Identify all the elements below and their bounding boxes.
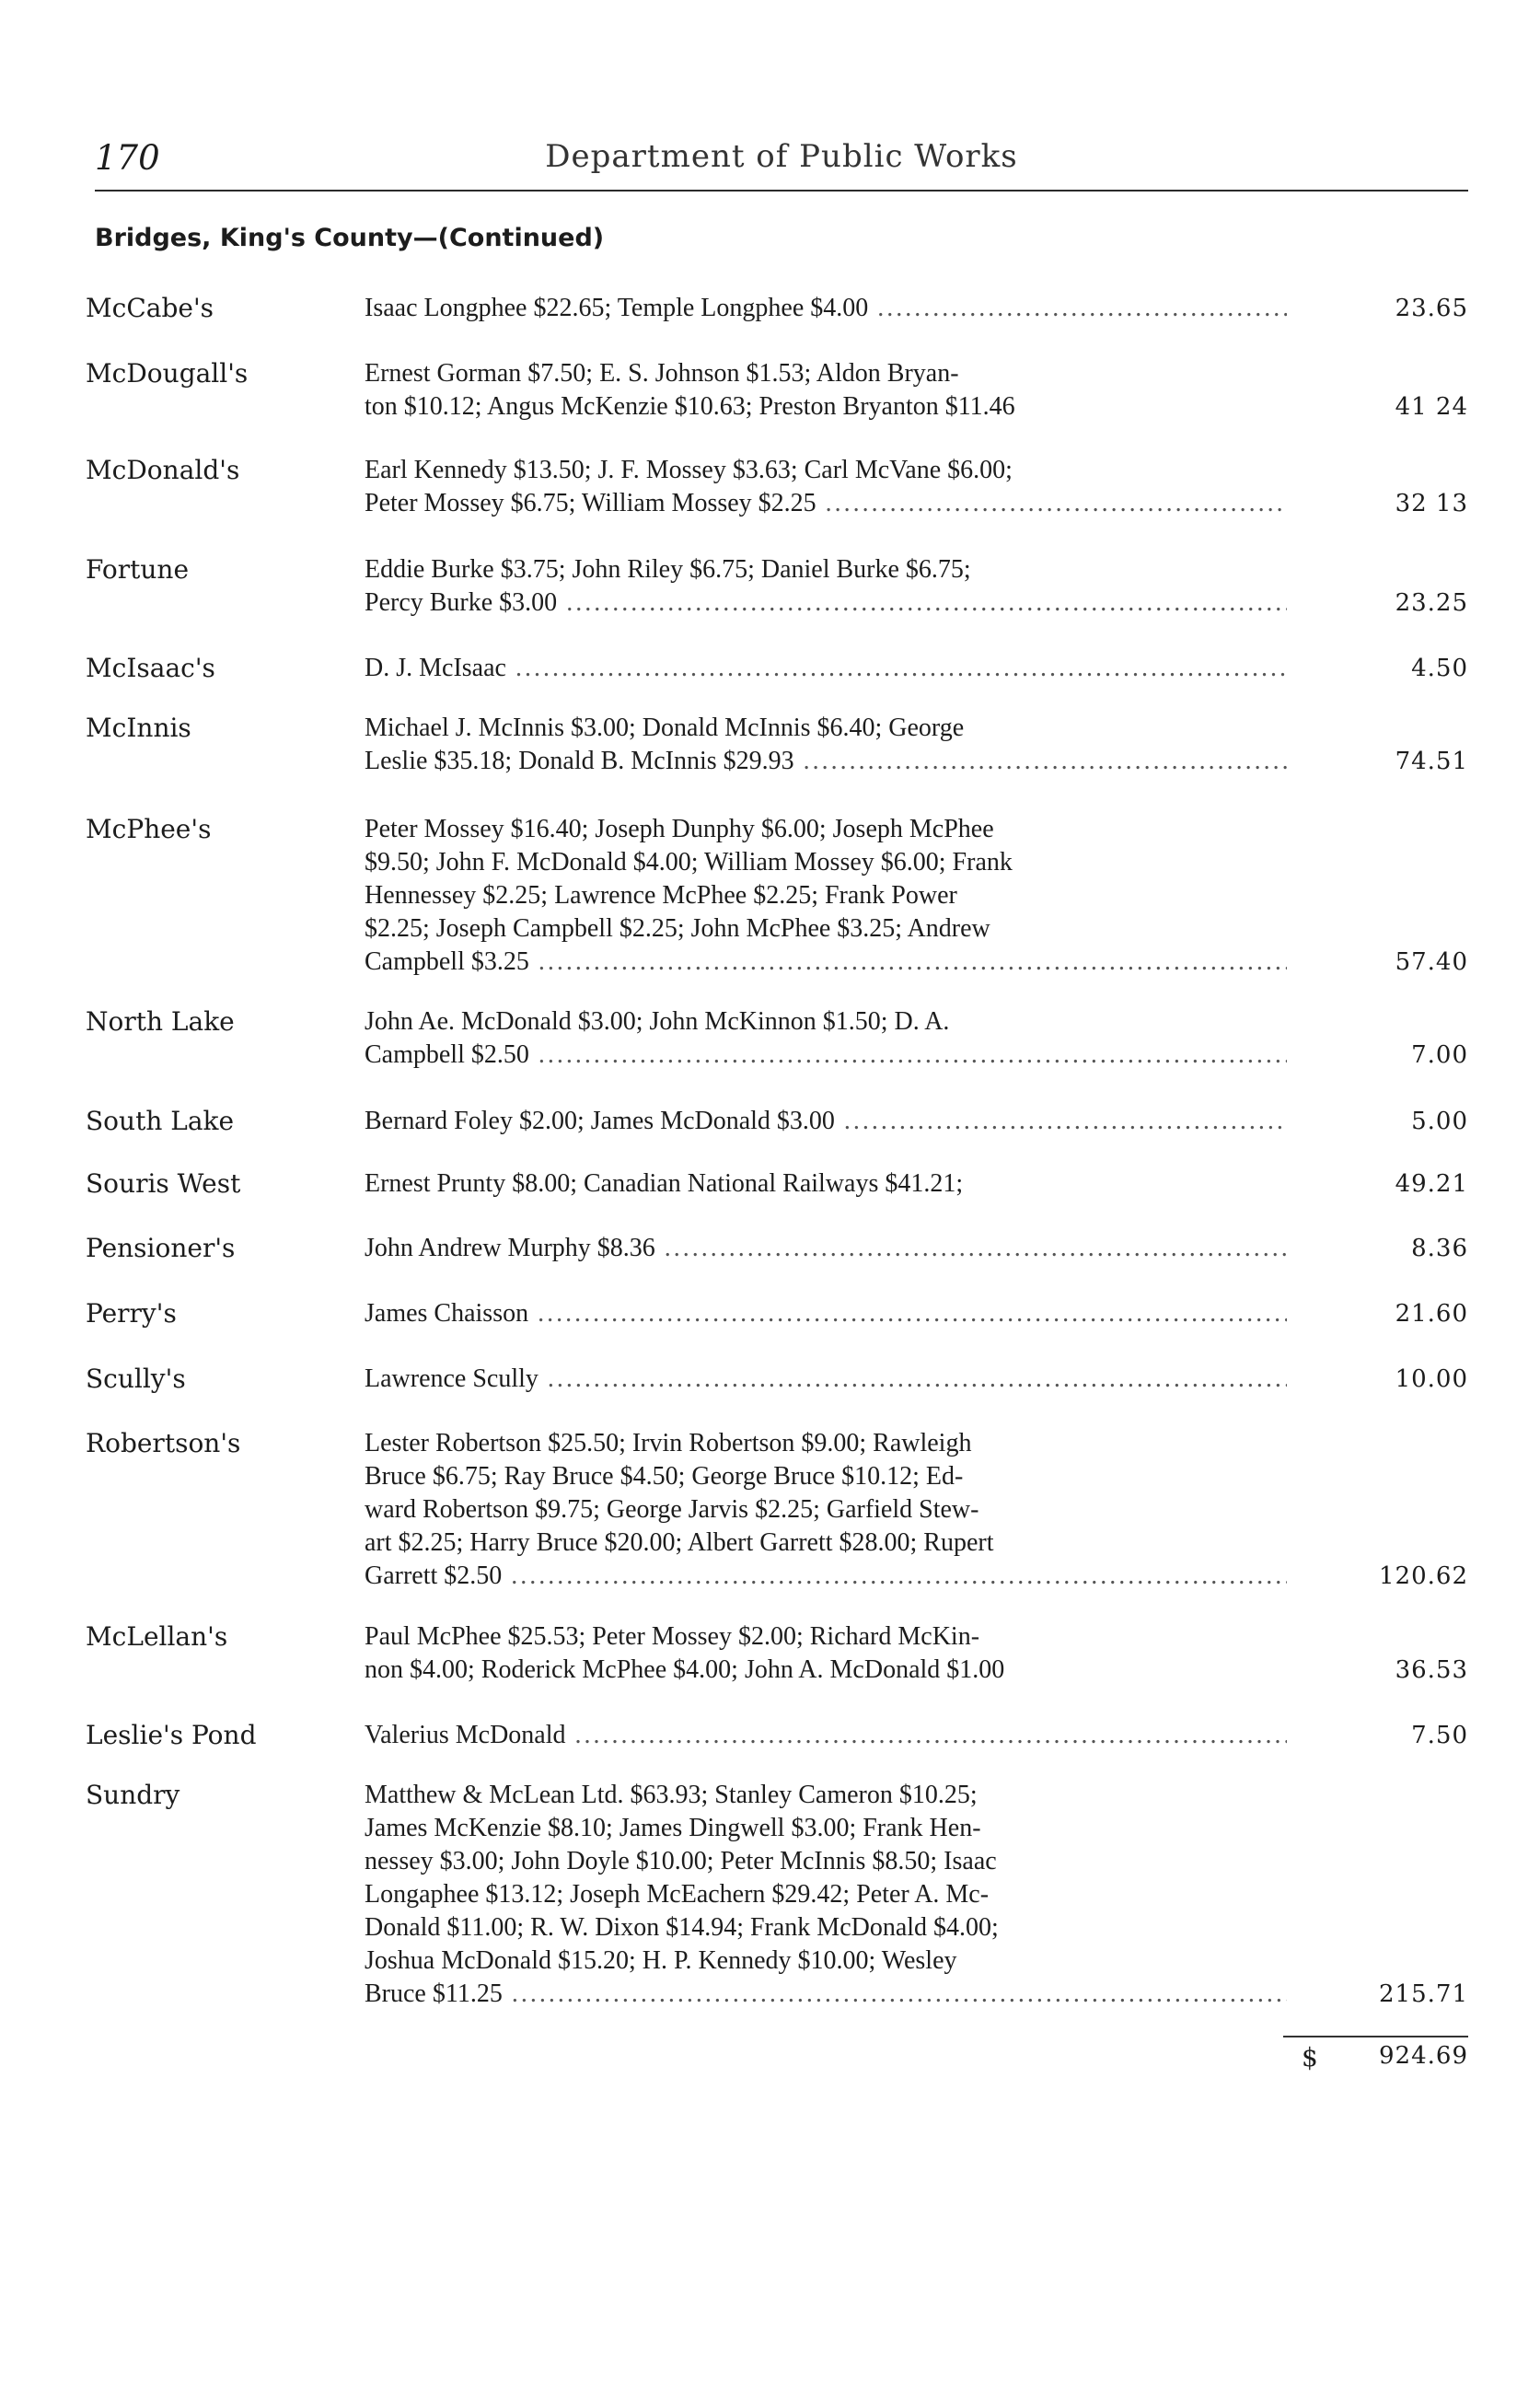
entry-payees: Matthew & McLean Ltd. $63.93; Stanley Cameron $10.25; James McKenzie $8.10; James Dingwell $3.00; Frank Hen- nessey $3.00; John Doyle $10.00; Peter McInnis $8.50; Isaac Longaphee $13.12; Joseph McEachern $29.42; Peter A. Mc- Donald $11.00; R. W. Dixon $14.94; Frank McDonald $4.00; Joshua McDonald $15.20; H. P. Kennedy $10.00; Wesley Bruce $11.25 .....: [365, 1779, 1287, 2011]
entry-amount: 57.40: [1395, 948, 1468, 976]
entry-payees: Isaac Longphee $22.65; Temple Longphee $4.00 .....: [365, 292, 1287, 325]
entry-name: McDougall's: [86, 358, 249, 389]
entry-amount: 7.00: [1411, 1041, 1468, 1069]
entry-payees: Lawrence Scully .....: [365, 1363, 1287, 1396]
entry-amount: 7.50: [1411, 1722, 1468, 1749]
total-value: 924.69: [1379, 2042, 1468, 2070]
entry-amount: 21.60: [1395, 1300, 1468, 1328]
entry-name: Sundry: [86, 1780, 180, 1810]
entry-payees: Earl Kennedy $13.50; J. F. Mossey $3.63; Carl McVane $6.00; Peter Mossey $6.75; William Mossey $2.25 .....: [365, 454, 1287, 520]
entry-name: North Lake: [86, 1006, 235, 1037]
entry-amount: 5.00: [1411, 1108, 1468, 1135]
entry-payees: Michael J. McInnis $3.00; Donald McInnis $6.40; George Leslie $35.18; Donald B. McInnis $29.93 .....: [365, 712, 1287, 778]
entry-payees: Bernard Foley $2.00; James McDonald $3.00 .....: [365, 1105, 1287, 1138]
running-title: Department of Public Works: [545, 138, 1018, 175]
page-header: [95, 138, 1468, 192]
entry-amount: 74.51: [1395, 748, 1468, 775]
entry-amount: 120.62: [1379, 1562, 1468, 1590]
entry-name: McIsaac's: [86, 653, 215, 683]
entry-payees: Lester Robertson $25.50; Irvin Robertson $9.00; Rawleigh Bruce $6.75; Ray Bruce $4.50; George Bruce $10.12; Ed- ward Robertson $9.75; George Jarvis $2.25; Garfield Stew- art $2.25; Harry Bruce $20.00; Albert Garrett $28.00; Rupert Garrett $2.50 .....: [365, 1427, 1287, 1593]
entry-name: McDonald's: [86, 455, 240, 485]
entry-name: Fortune: [86, 554, 190, 585]
entry-name: Souris West: [86, 1168, 241, 1199]
page-number: 170: [95, 138, 160, 178]
entry-name: Scully's: [86, 1364, 186, 1394]
entry-name: Robertson's: [86, 1428, 241, 1458]
entry-payees: D. J. McIsaac .....: [365, 652, 1287, 685]
entry-amount: 8.36: [1411, 1235, 1468, 1262]
entry-name: Perry's: [86, 1298, 177, 1329]
entry-amount: 49.21: [1395, 1170, 1468, 1198]
entry-payees: Eddie Burke $3.75; John Riley $6.75; Daniel Burke $6.75; Percy Burke $3.00 .....: [365, 553, 1287, 620]
total-rule: [1283, 2036, 1468, 2037]
entry-amount: 215.71: [1379, 1980, 1468, 2008]
entry-name: Leslie's Pond: [86, 1720, 257, 1750]
grand-total: [1283, 2042, 1468, 2079]
entry-payees: Ernest Gorman $7.50; E. S. Johnson $1.53; Aldon Bryan- ton $10.12; Angus McKenzie $10.63; Preston Bryanton $11.46: [365, 359, 1015, 421]
entry-amount: 41 24: [1395, 393, 1468, 421]
entry-payees: John Andrew Murphy $8.36 .....: [365, 1232, 1287, 1265]
entry-payees: Valerius McDonald .....: [365, 1719, 1287, 1752]
entry-name: Pensioner's: [86, 1233, 236, 1263]
entry-amount: 10.00: [1395, 1365, 1468, 1393]
entry-amount: 23.65: [1395, 295, 1468, 322]
entry-amount: 32 13: [1395, 490, 1468, 517]
entry-amount: 4.50: [1411, 655, 1468, 682]
entry-amount: 36.53: [1395, 1656, 1468, 1684]
entry-payees: Paul McPhee $25.53; Peter Mossey $2.00; Richard McKin- non $4.00; Roderick McPhee $4.00; John A. McDonald $1.00: [365, 1622, 1005, 1684]
entry-payees: Ernest Prunty $8.00; Canadian National Railways $41.21;: [365, 1169, 964, 1198]
entry-payees: James Chaisson .....: [365, 1297, 1287, 1330]
entry-payees: John Ae. McDonald $3.00; John McKinnon $1.50; D. A. Campbell $2.50 .....: [365, 1005, 1287, 1072]
entry-amount: 23.25: [1395, 589, 1468, 617]
entry-name: McCabe's: [86, 293, 214, 323]
entry-name: McLellan's: [86, 1621, 228, 1652]
entry-name: McInnis: [86, 713, 191, 743]
section-title: Bridges, King's County—(Continued): [95, 224, 605, 252]
entry-name: McPhee's: [86, 814, 212, 844]
entry-payees: Peter Mossey $16.40; Joseph Dunphy $6.00; Joseph McPhee $9.50; John F. McDonald $4.00; William Mossey $6.00; Frank Hennessey $2.25; Lawrence McPhee $2.25; Frank Power $2.25; Joseph Campbell $2.25; John McPhee $3.25; Andrew Campbell $3.25 .....: [365, 813, 1287, 979]
entry-name: South Lake: [86, 1106, 235, 1136]
total-currency: $: [1302, 2042, 1318, 2072]
